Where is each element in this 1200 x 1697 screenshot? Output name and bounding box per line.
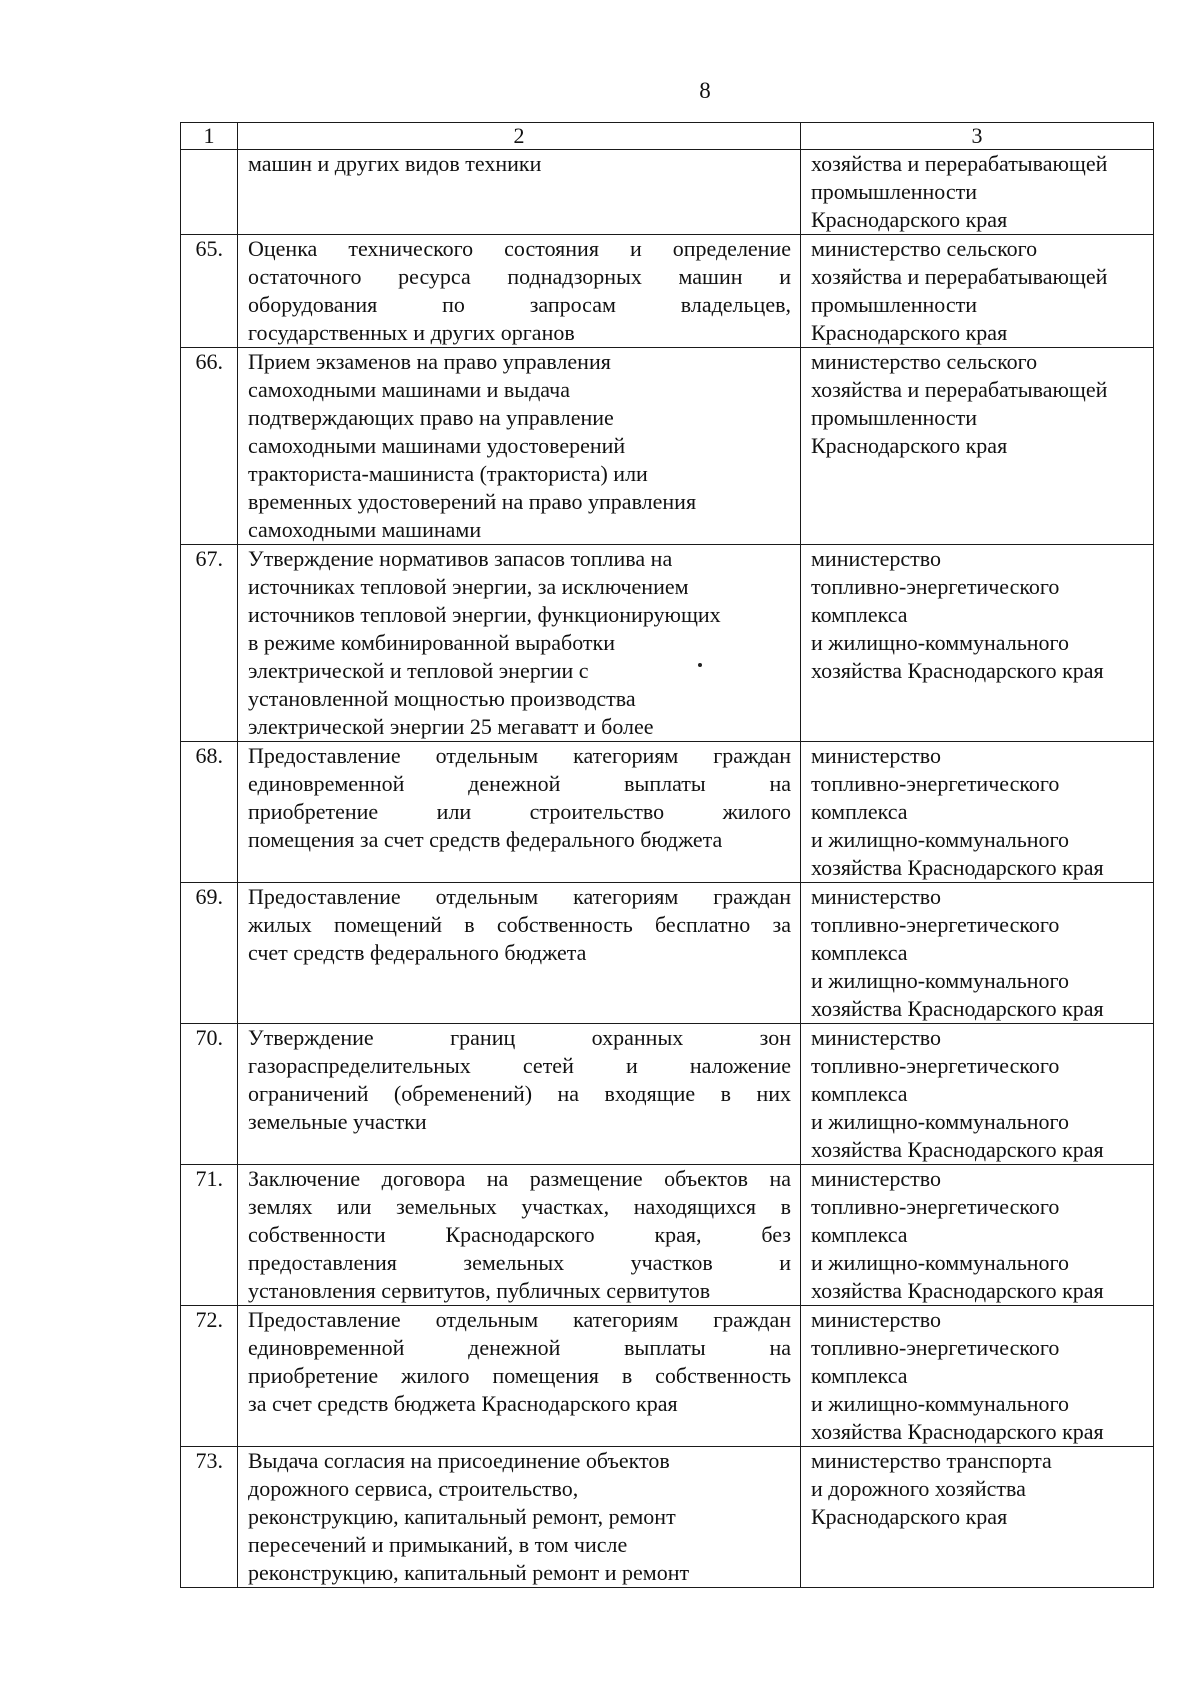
description-line: тракториста-машиниста (тракториста) или (248, 461, 648, 486)
table-row (181, 1165, 1154, 1306)
row-number: 66. (181, 348, 238, 545)
row-number (181, 150, 238, 235)
service-description (238, 545, 801, 742)
authority-line: промышленности (811, 405, 977, 430)
description-line: самоходными машинами (248, 517, 482, 542)
description-line: помещения за счет средств федерального бюджета (248, 827, 723, 852)
authority-line: промышленности (811, 292, 977, 317)
service-description (238, 1306, 801, 1447)
row-number: 69. (181, 883, 238, 1024)
responsible-authority (801, 348, 1154, 545)
description-line: пересечений и примыканий, в том числе (248, 1532, 628, 1557)
authority-line: и дорожного хозяйства (811, 1476, 1026, 1501)
description-line: электрической и тепловой энергии с (248, 658, 589, 683)
row-number: 71. (181, 1165, 238, 1306)
authority-line: комплекса (811, 1363, 908, 1388)
description-line: электрической энергии 25 мегаватт и более (248, 714, 654, 739)
description-line: Предоставление отдельным категориям граждан (248, 1307, 791, 1332)
responsible-authority (801, 1447, 1154, 1588)
authority-line: хозяйства Краснодарского края (811, 1419, 1104, 1444)
description-line: земельные участки (248, 1109, 427, 1134)
description-line: установленной мощностью производства (248, 686, 636, 711)
authority-line: хозяйства Краснодарского края (811, 996, 1104, 1021)
description-line: Предоставление отдельным категориям граждан (248, 743, 791, 768)
description-line: самоходными машинами удостоверений (248, 433, 626, 458)
description-line: счет средств федерального бюджета (248, 940, 587, 965)
description-line: временных удостоверений на право управления (248, 489, 697, 514)
authority-line: хозяйства и перерабатывающей (811, 264, 1108, 289)
responsible-authority (801, 883, 1154, 1024)
description-line: источников тепловой энергии, функционирующих (248, 602, 721, 627)
header-col-2: 2 (238, 123, 801, 150)
authority-line: министерство сельского (811, 236, 1038, 261)
authority-line: топливно-энергетического (811, 1335, 1060, 1360)
authority-line: и жилищно-коммунального (811, 1250, 1070, 1275)
authority-line: Краснодарского края (811, 207, 1008, 232)
description-line: собственности Краснодарского края, без (248, 1222, 791, 1247)
authority-line: Краснодарского края (811, 1504, 1008, 1529)
description-line: реконструкцию, капитальный ремонт и ремонт (248, 1560, 690, 1585)
description-line: государственных и других органов (248, 320, 575, 345)
authority-line: хозяйства и перерабатывающей (811, 377, 1108, 402)
authority-line: топливно-энергетического (811, 574, 1060, 599)
authority-line: хозяйства Краснодарского края (811, 1278, 1104, 1303)
table-row (181, 742, 1154, 883)
table-row (181, 1306, 1154, 1447)
authority-line: хозяйства и перерабатывающей (811, 151, 1108, 176)
table-header-row (181, 123, 1154, 150)
authority-line: министерство (811, 1307, 942, 1332)
service-description (238, 235, 801, 348)
table-row (181, 883, 1154, 1024)
table-row (181, 1024, 1154, 1165)
services-table (180, 122, 1154, 1588)
authority-line: и жилищно-коммунального (811, 968, 1070, 993)
responsible-authority (801, 235, 1154, 348)
description-line: землях или земельных участках, находящихся в (248, 1194, 791, 1219)
responsible-authority (801, 545, 1154, 742)
row-number: 70. (181, 1024, 238, 1165)
authority-line: министерство (811, 1025, 942, 1050)
service-description (238, 883, 801, 1024)
authority-line: и жилищно-коммунального (811, 1109, 1070, 1134)
authority-line: и жилищно-коммунального (811, 630, 1070, 655)
authority-line: Краснодарского края (811, 320, 1008, 345)
description-line: дорожного сервиса, строительство, (248, 1476, 579, 1501)
description-line: Прием экзаменов на право управления (248, 349, 611, 374)
description-line: Предоставление отдельным категориям граждан (248, 884, 791, 909)
responsible-authority (801, 1306, 1154, 1447)
description-line: в режиме комбинированной выработки (248, 630, 615, 655)
service-description (238, 1024, 801, 1165)
description-line: Утверждение границ охранных зон (248, 1025, 791, 1050)
row-number: 65. (181, 235, 238, 348)
authority-line: топливно-энергетического (811, 771, 1060, 796)
header-col-1: 1 (181, 123, 238, 150)
table-row (181, 150, 1154, 235)
table-row (181, 235, 1154, 348)
description-line: единовременной денежной выплаты на (248, 771, 791, 796)
authority-line: комплекса (811, 602, 908, 627)
service-description (238, 742, 801, 883)
description-line: ограничений (обременений) на входящие в них (248, 1081, 791, 1106)
authority-line: промышленности (811, 179, 977, 204)
page-number: 8 (699, 78, 711, 103)
authority-line: комплекса (811, 1081, 908, 1106)
description-line: единовременной денежной выплаты на (248, 1335, 791, 1360)
authority-line: хозяйства Краснодарского края (811, 855, 1104, 880)
responsible-authority (801, 150, 1154, 235)
description-line: подтверждающих право на управление (248, 405, 614, 430)
authority-line: комплекса (811, 799, 908, 824)
description-line: приобретение или строительство жилого (248, 799, 791, 824)
table-body (181, 123, 1154, 1588)
description-line: за счет средств бюджета Краснодарского края (248, 1391, 678, 1416)
authority-line: топливно-энергетического (811, 1194, 1060, 1219)
description-line: газораспределительных сетей и наложение (248, 1053, 791, 1078)
authority-line: министерство (811, 743, 942, 768)
authority-line: и жилищно-коммунального (811, 1391, 1070, 1416)
table-row (181, 545, 1154, 742)
authority-line: министерство (811, 884, 942, 909)
description-line: Выдача согласия на присоединение объектов (248, 1448, 670, 1473)
description-line: Утверждение нормативов запасов топлива на (248, 546, 673, 571)
scan-speck (698, 663, 702, 667)
authority-line: министерство (811, 1166, 942, 1191)
table-row (181, 1447, 1154, 1588)
service-description (238, 1447, 801, 1588)
description-line: самоходными машинами и выдача (248, 377, 570, 402)
authority-line: министерство (811, 546, 942, 571)
row-number: 73. (181, 1447, 238, 1588)
description-line: остаточного ресурса поднадзорных машин и (248, 264, 791, 289)
authority-line: топливно-энергетического (811, 912, 1060, 937)
authority-line: хозяйства Краснодарского края (811, 1137, 1104, 1162)
description-line: машин и других видов техники (248, 151, 542, 176)
header-col-3: 3 (801, 123, 1154, 150)
description-line: реконструкцию, капитальный ремонт, ремонт (248, 1504, 676, 1529)
description-line: жилых помещений в собственность бесплатно за (248, 912, 791, 937)
responsible-authority (801, 742, 1154, 883)
responsible-authority (801, 1024, 1154, 1165)
authority-line: Краснодарского края (811, 433, 1008, 458)
row-number: 72. (181, 1306, 238, 1447)
authority-line: хозяйства Краснодарского края (811, 658, 1104, 683)
responsible-authority (801, 1165, 1154, 1306)
service-description (238, 150, 801, 235)
description-line: приобретение жилого помещения в собственность (248, 1363, 791, 1388)
table-row (181, 348, 1154, 545)
row-number: 68. (181, 742, 238, 883)
description-line: предоставления земельных участков и (248, 1250, 791, 1275)
description-line: Оценка технического состояния и определение (248, 236, 791, 261)
authority-line: топливно-энергетического (811, 1053, 1060, 1078)
authority-line: комплекса (811, 940, 908, 965)
authority-line: и жилищно-коммунального (811, 827, 1070, 852)
description-line: источниках тепловой энергии, за исключением (248, 574, 689, 599)
authority-line: министерство сельского (811, 349, 1038, 374)
description-line: установления сервитутов, публичных сервитутов (248, 1278, 711, 1303)
authority-line: комплекса (811, 1222, 908, 1247)
row-number: 67. (181, 545, 238, 742)
description-line: оборудования по запросам владельцев, (248, 292, 791, 317)
description-line: Заключение договора на размещение объектов на (248, 1166, 791, 1191)
service-description (238, 348, 801, 545)
authority-line: министерство транспорта (811, 1448, 1052, 1473)
service-description (238, 1165, 801, 1306)
